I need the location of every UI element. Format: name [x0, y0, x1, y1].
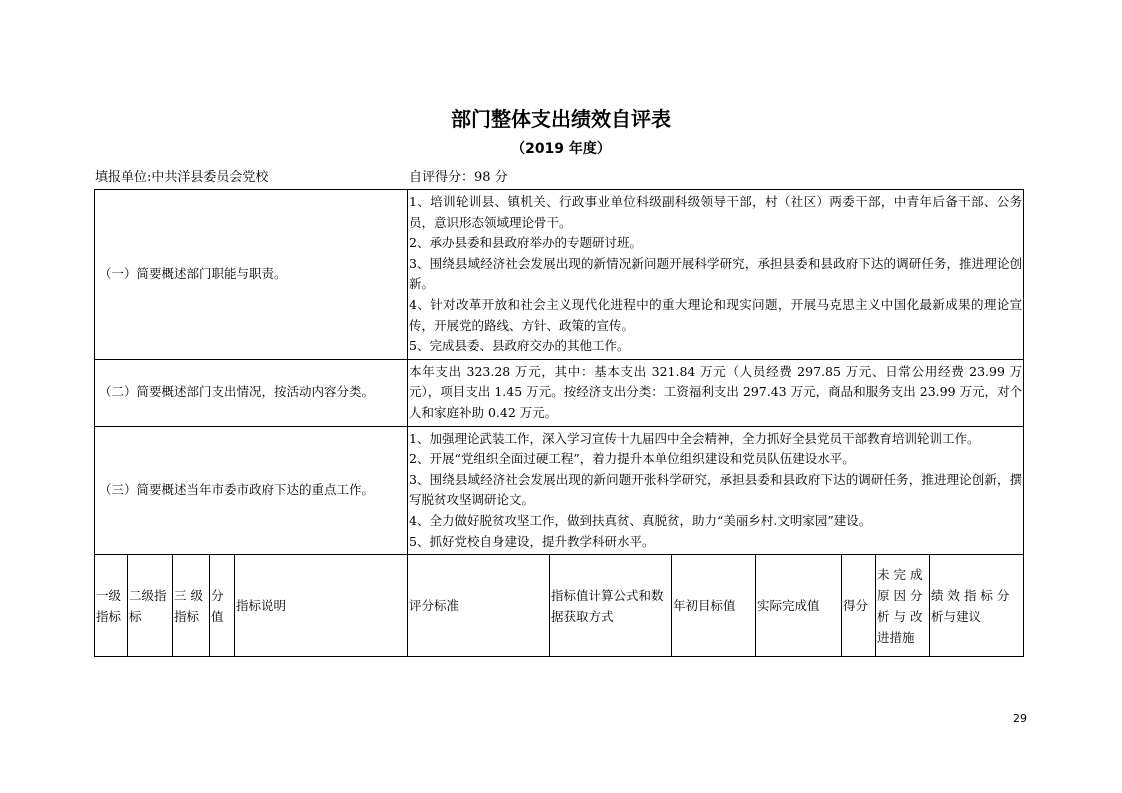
content-line: 5、抓好党校自身建设，提升教学科研水平。: [409, 533, 655, 549]
reporting-unit: 填报单位:中共洋县委员会党校: [95, 170, 269, 185]
document-title: 部门整体支出绩效自评表: [451, 107, 671, 131]
content-line: 1、加强理论武装工作，深入学习宣传十九届四中全会精神，全力抓好全县党员干部教育培训轮训工作。: [409, 430, 980, 446]
header-cell: 三 级指标: [173, 555, 210, 657]
content-line: 5、完成县委、县政府交办的其他工作。: [409, 338, 630, 354]
self-score: 自评得分：98 分: [409, 170, 508, 185]
content-line: 1、培训轮训县、镇机关、行政事业单位科级副科级领导干部，村（社区）两委干部，中青年后备干部、公务员，意识形态领域理论骨干。: [409, 194, 1023, 230]
page-number: 29: [1013, 712, 1027, 725]
content-line: 3、围绕县域经济社会发展出现的新问题开张科学研究，承担县委和县政府下达的调研任务，推进理论创新，撰写脱贫攻坚调研论文。: [409, 471, 1023, 508]
header-cell: 评分标准: [408, 555, 550, 657]
section-row-key-work: [95, 426, 1024, 555]
header-cell: 指标值计算公式和数据获取方式: [550, 555, 672, 657]
content-line: 3、围绕县域经济社会发展出现的新情况新问题开展科学研究，承担县委和县政府下达的调研任务，推进理论创新。: [409, 255, 1023, 292]
header-cell: 未 完 成原 因 分析 与 改进措施: [876, 555, 930, 657]
section-content: [408, 190, 1024, 360]
header-cell: 年初目标值: [672, 555, 756, 657]
section-label: （二）简要概述部门支出情况，按活动内容分类。: [95, 359, 408, 426]
section-label: （三）简要概述当年市委市政府下达的重点工作。: [95, 426, 408, 555]
indicator-header-row: [95, 555, 1024, 657]
header-cell: 得分: [842, 555, 876, 657]
section-row-expenditure: [95, 359, 1024, 426]
header-cell: 绩 效 指 标 分 析与建议: [930, 555, 1024, 657]
header-cell: 实际完成值: [756, 555, 842, 657]
section-content: [408, 359, 1024, 426]
content-line: 2、承办县委和县政府举办的专题研讨班。: [409, 235, 642, 251]
header-cell: 指标说明: [235, 555, 408, 657]
document-year: （2019 年度）: [511, 141, 611, 157]
content-line: 4、针对改革开放和社会主义现代化进程中的重大理论和现实问题，开展马克思主义中国化最新成果的理论宣传，开展党的路线、方针、政策的宣传。: [409, 296, 1023, 333]
section-label: （一）简要概述部门职能与职责。: [95, 190, 408, 360]
content-line: 本年支出 323.28 万元，其中：基本支出 321.84 万元（人员经费 297.85 万元、日常公用经费 23.99 万元），项目支出 1.45 万元。按经济支出分类：工资福利支出 297.43 万元，商品和服务支出 23.99 万元，对个人和家庭补助 0.42 万元。: [409, 363, 1023, 420]
content-line: 4、全力做好脱贫攻坚工作，做到扶真贫、真脱贫，助力“美丽乡村.文明家园”建设。: [409, 512, 872, 528]
section-row-functions: [95, 190, 1024, 360]
evaluation-table: [94, 189, 1024, 657]
content-line: 2、开展“党组织全面过硬工程”，着力提升本单位组织建设和党员队伍建设水平。: [409, 451, 855, 467]
header-cell: 二级指标: [128, 555, 173, 657]
header-cell: 分值: [210, 555, 235, 657]
section-content: [408, 426, 1024, 555]
header-cell: 一级指标: [95, 555, 128, 657]
